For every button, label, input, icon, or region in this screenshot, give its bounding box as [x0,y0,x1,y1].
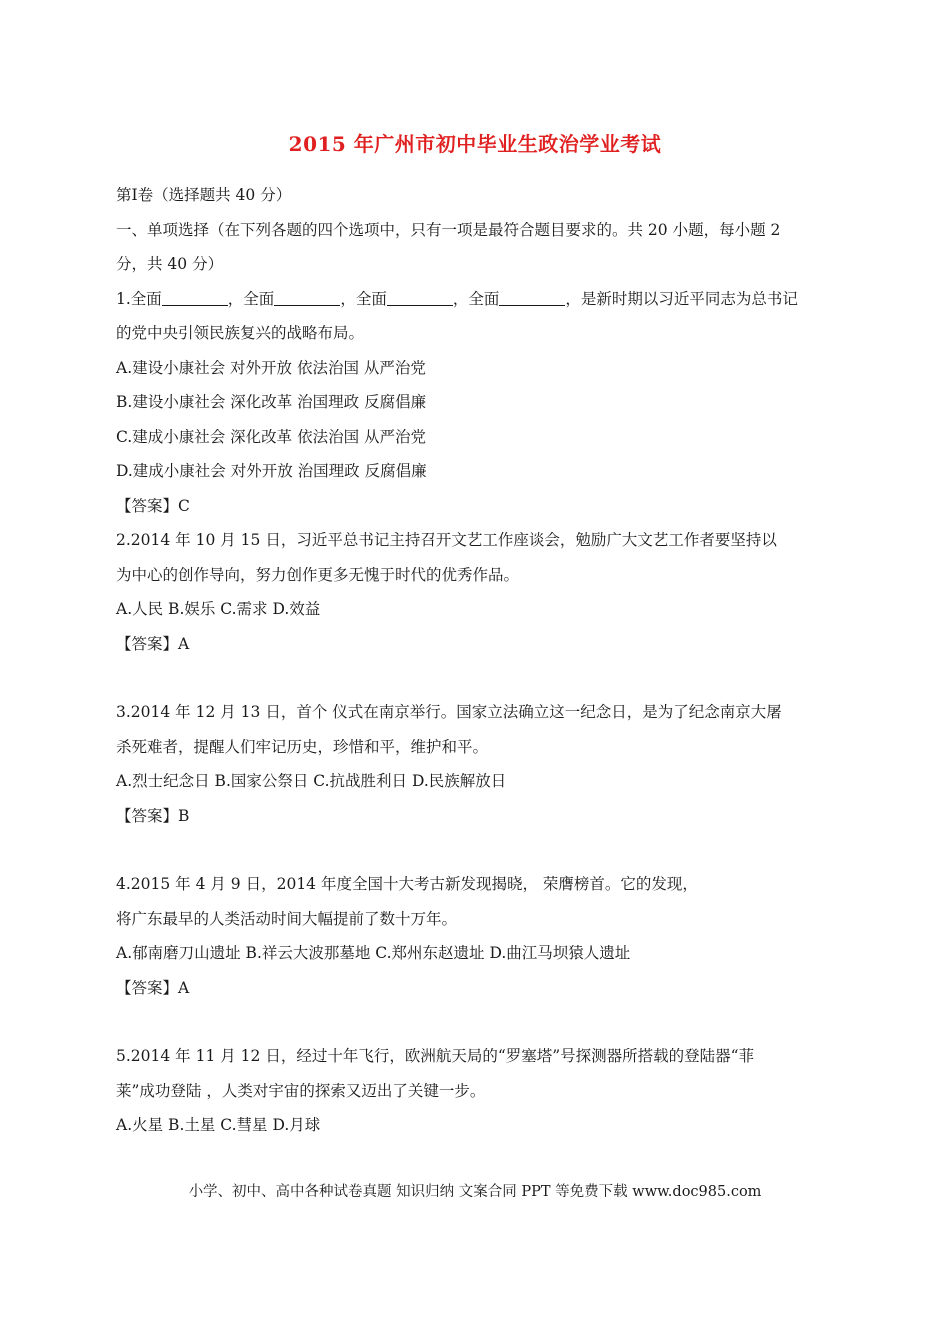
q2-options: A.人民 B.娱乐 C.需求 D.效益 [116,600,321,618]
question-3-line-1: 3.2014 年 12 月 13 日，首个 仪式在南京举行。国家立法确立这一纪念日，是为了纪念南京大屠 [116,703,782,721]
instructions-line-1: 一、单项选择（在下列各题的四个选项中，只有一项是最符合题目要求的。共 20 小题，每小题 2 [116,220,781,239]
question-4-line-1: 4.2015 年 4 月 9 日，2014 年度全国十大考古新发现揭晓， 荣膺榜首。它的发现， [116,875,698,893]
question-2-line-2: 为中心的创作导向，努力创作更多无愧于时代的优秀作品。 [116,565,520,584]
q1-option-b: B.建设小康社会 深化改革 治国理政 反腐倡廉 [116,393,427,411]
q1-part-3: ，全面 [340,289,387,308]
question-1-line-1 [116,282,836,317]
q3-answer: 【答案】B [116,806,190,825]
q2-answer: 【答案】A [116,634,190,653]
exam-title: 2015 年广州市初中毕业生政治学业考试 [288,132,662,156]
question-2-line-1: 2.2014 年 10 月 15 日，习近平总书记主持召开文艺工作座谈会，勉励广大文艺工作者要坚持以 [116,531,777,549]
q1-option-a: A.建设小康社会 对外开放 依法治国 从严治党 [116,358,426,377]
q1-part-2: ，全面 [227,289,275,308]
q1-answer: 【答案】C [116,496,190,515]
q1-blank-4 [499,287,565,306]
question-5-line-1: 5.2014 年 11 月 12 日，经过十年飞行，欧洲航天局的“罗塞塔”号探测器所搭载的登陆器“菲 [116,1047,755,1065]
q1-part-4: ，全面 [452,289,500,308]
q3-options: A.烈士纪念日 B.国家公祭日 C.抗战胜利日 D.民族解放日 [116,772,507,790]
q1-part-5: ，是新时期以习近平同志为总书记 [565,289,798,308]
exam-content [116,178,836,1143]
q1-option-c: C.建成小康社会 深化改革 依法治国 从严治党 [116,427,427,446]
spacer [116,833,836,867]
q1-blank-2 [274,287,340,306]
q5-options: A.火星 B.土星 C.彗星 D.月球 [116,1116,321,1134]
q1-part-1: 1.全面 [116,289,162,308]
q4-options: A.郁南磨刀山遗址 B.祥云大波那墓地 C.郑州东赵遗址 D.曲江马坝猿人遗址 [116,944,631,962]
instructions-line-2: 分，共 40 分） [116,255,224,273]
q1-option-d: D.建成小康社会 对外开放 治国理政 反腐倡廉 [116,462,427,480]
q1-blank-3 [387,287,453,306]
q4-answer: 【答案】A [116,978,190,997]
question-1-line-2: 的党中央引领民族复兴的战略布局。 [116,324,365,342]
section-header: 第Ⅰ卷（选择题共 40 分） [116,186,292,204]
spacer [116,661,836,695]
footer-text: 小学、初中、高中各种试卷真题 知识归纳 文案合同 PPT 等免费下载 www.doc985.com [188,1184,762,1200]
q1-blank-1 [162,287,228,306]
question-3-line-2: 杀死难者，提醒人们牢记历史，珍惜和平，维护和平。 [116,737,489,756]
spacer [116,1005,836,1039]
question-5-line-2: 莱”成功登陆 ，人类对宇宙的探索又迈出了关键一步。 [116,1081,486,1100]
question-4-line-2: 将广东最早的人类活动时间大幅提前了数十万年。 [116,909,458,928]
